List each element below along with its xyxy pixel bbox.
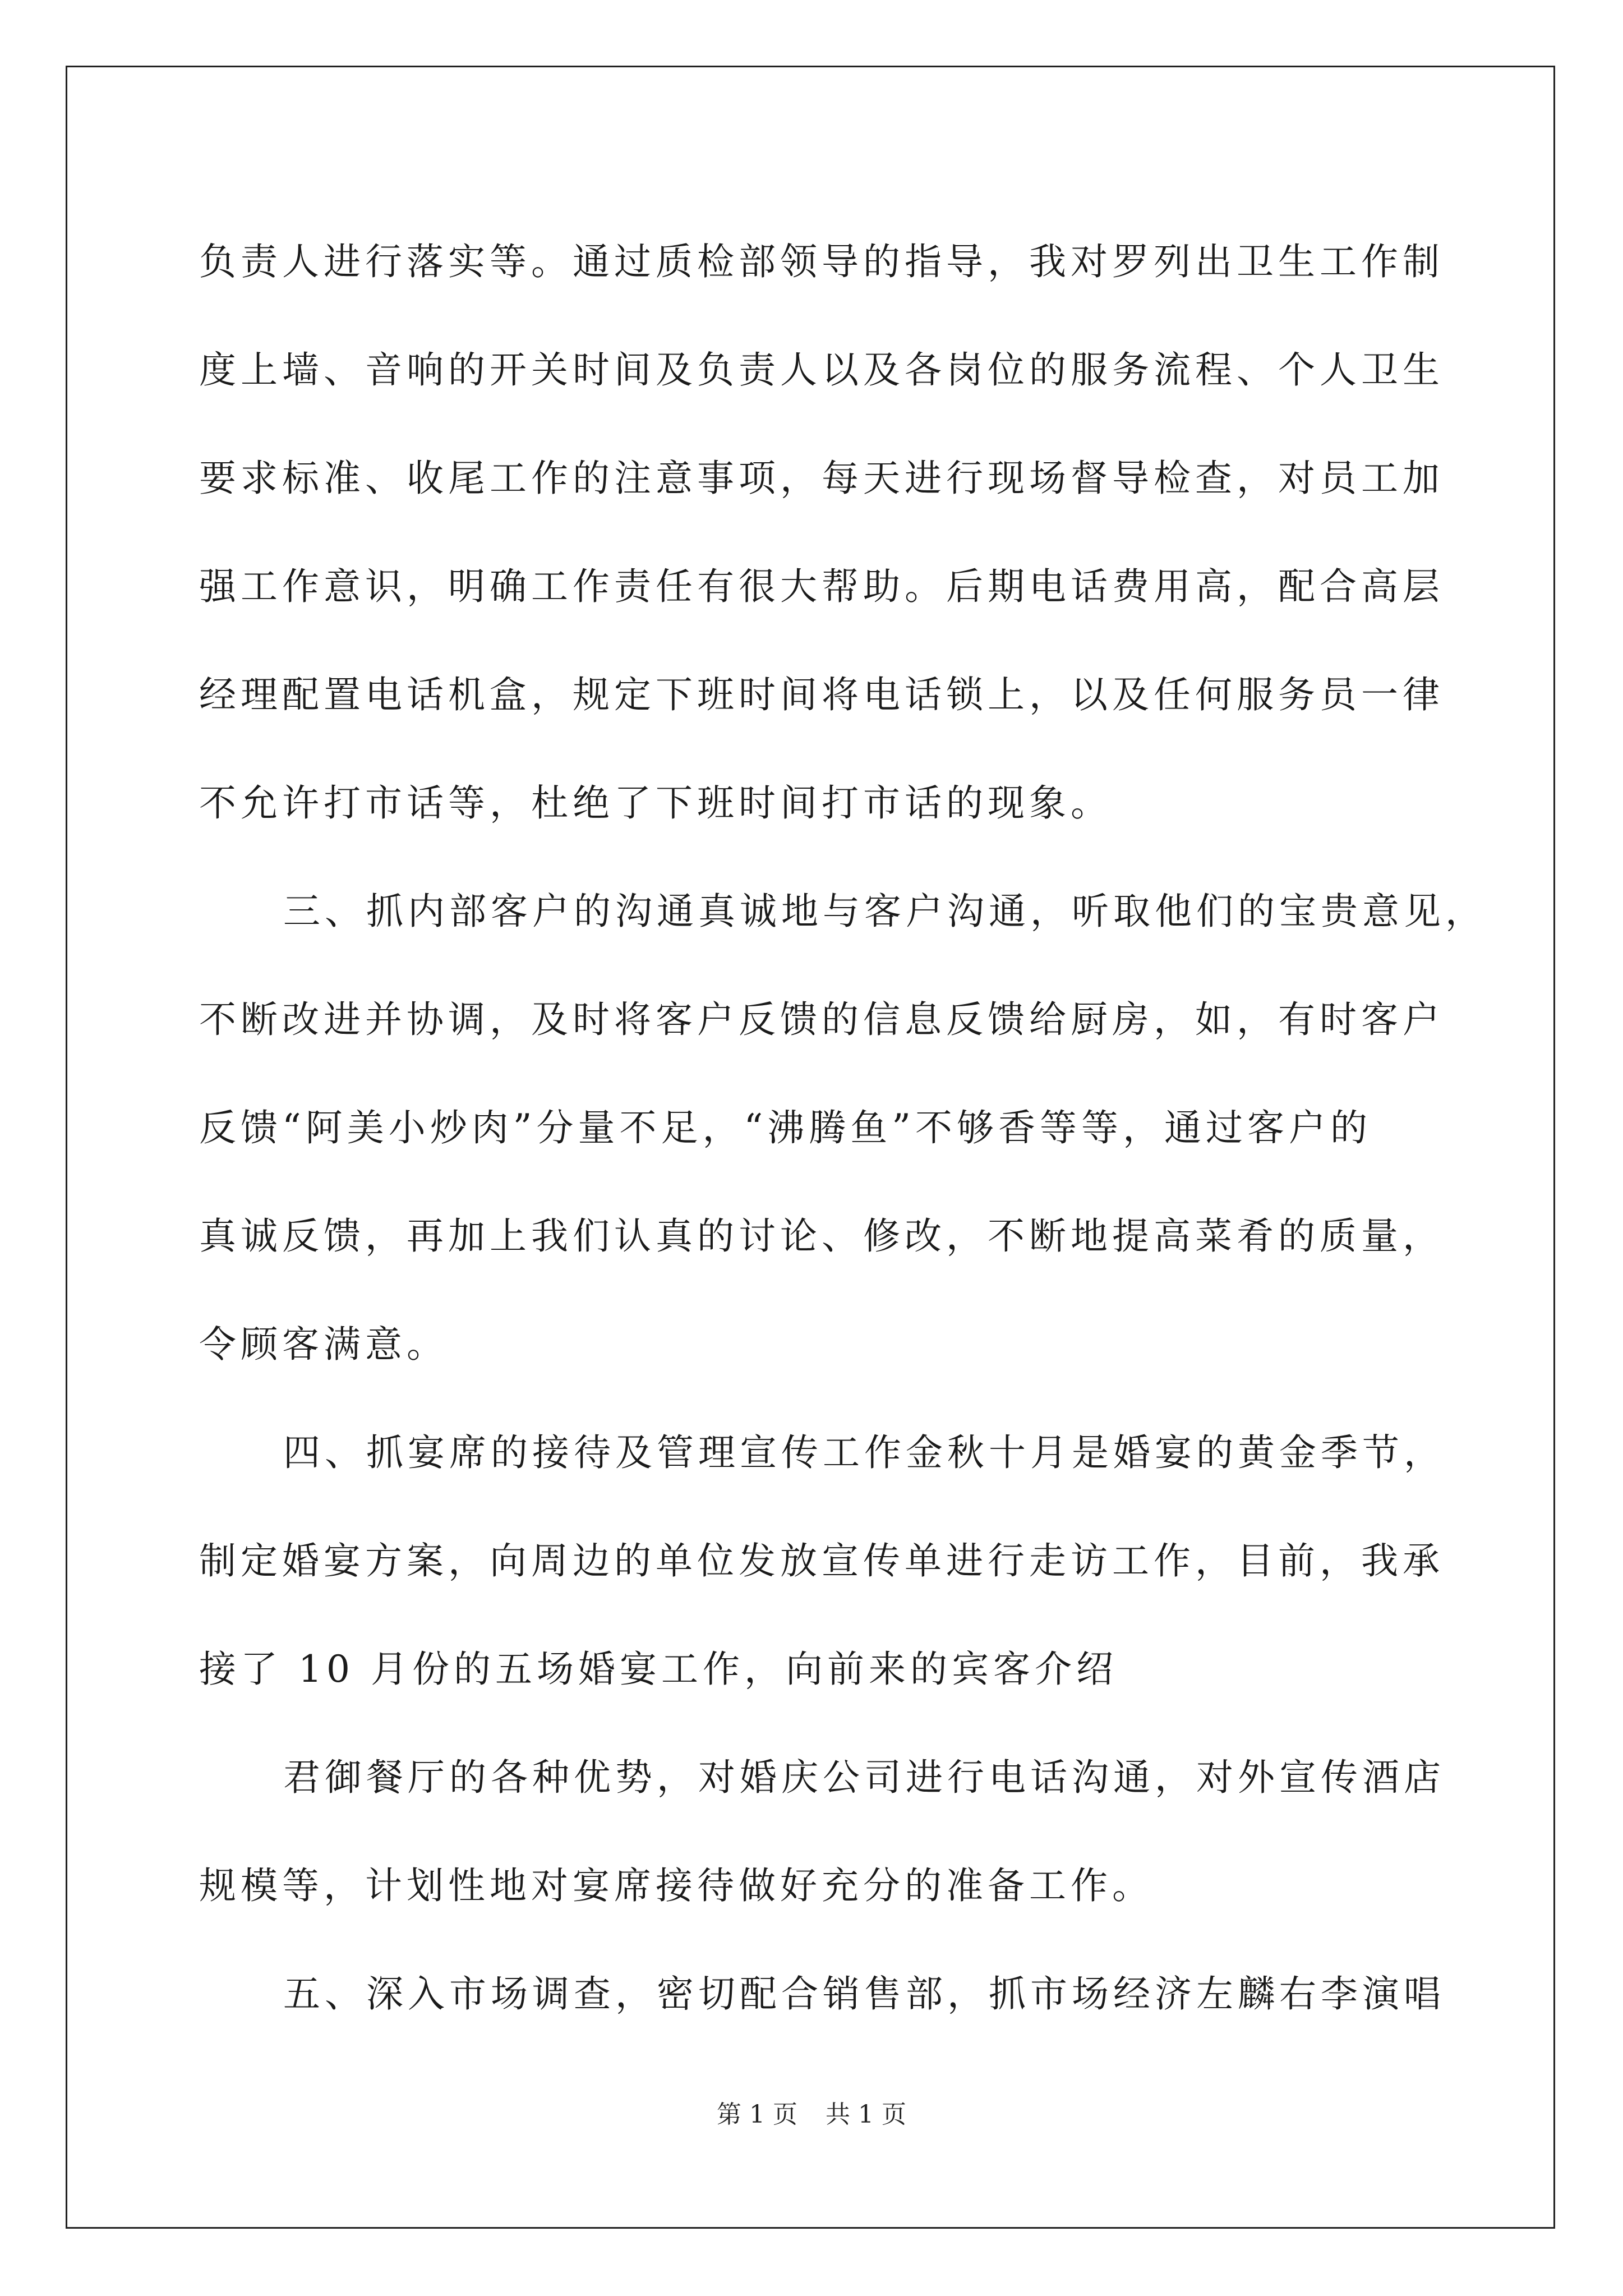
text-line: 反馈“阿美小炒肉”分量不足，“沸腾鱼”不够香等等，通过客户的 (199, 1106, 1372, 1149)
text-line: 令顾客满意。 (199, 1323, 448, 1366)
paragraph-start-line: 三、抓内部客户的沟通真诚地与客户沟通，听取他们的宝贵意见， (283, 890, 1487, 933)
paragraph-start-line: 君御餐厅的各种优势，对婚庆公司进行电话沟通，对外宣传酒店 (283, 1756, 1445, 1799)
text-line: 真诚反馈，再加上我们认真的讨论、修改，不断地提高菜肴的质量， (199, 1214, 1444, 1258)
text-line: 不允许打市话等，杜绝了下班时间打市话的现象。 (199, 781, 1112, 825)
text-line: 度上墙、音响的开关时间及负责人以及各岗位的服务流程、个人卫生 (199, 348, 1444, 392)
paragraph-start-line: 四、抓宴席的接待及管理宣传工作金秋十月是婚宴的黄金季节， (283, 1431, 1445, 1474)
text-line: 规模等，计划性地对宴席接待做好充分的准备工作。 (199, 1864, 1154, 1907)
document-body (199, 208, 1487, 2048)
text-line: 制定婚宴方案，向周边的单位发放宣传单进行走访工作，目前，我承 (199, 1539, 1444, 1582)
text-line: 负责人进行落实等。通过质检部领导的指导，我对罗列出卫生工作制 (199, 240, 1444, 283)
page-number: 第 1 页 (717, 2100, 797, 2129)
text-line: 强工作意识，明确工作责任有很大帮助。后期电话费用高，配合高层 (199, 565, 1444, 608)
text-line: 经理配置电话机盒，规定下班时间将电话锁上，以及任何服务员一律 (199, 673, 1444, 716)
text-line: 接了 10 月份的五场婚宴工作，向前来的宾客介绍 (199, 1648, 1118, 1691)
text-line: 要求标准、收尾工作的注意事项，每天进行现场督导检查，对员工加 (199, 457, 1444, 500)
text-line: 不断改进并协调，及时将客户反馈的信息反馈给厨房，如，有时客户 (199, 998, 1444, 1041)
page-footer (0, 2098, 1623, 2132)
page-total: 共 1 页 (826, 2100, 906, 2129)
paragraph-start-line: 五、深入市场调查，密切配合销售部，抓市场经济左麟右李演唱 (283, 1972, 1445, 2016)
